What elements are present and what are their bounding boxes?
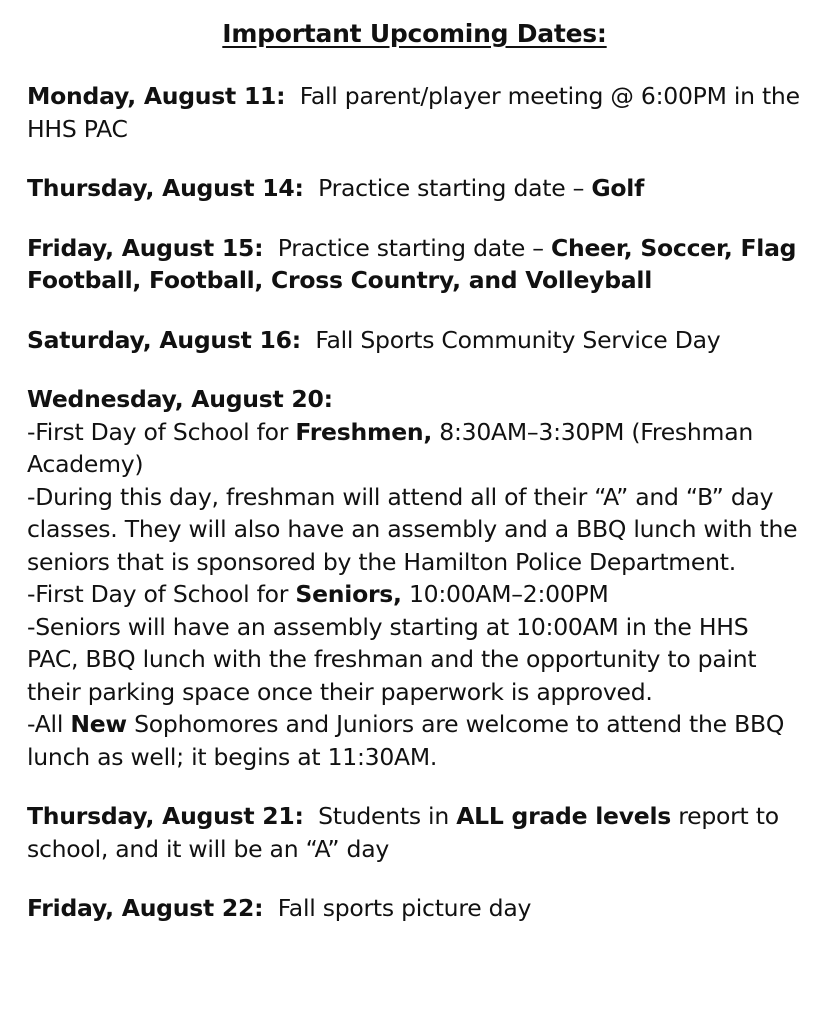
- entry-text: [27, 232, 802, 297]
- entry-description: Fall parent/player meeting @ 6:00PM in the HHS PAC: [27, 82, 800, 143]
- date-entry-aug-14: [27, 172, 802, 205]
- line-text: -All: [27, 710, 71, 738]
- entry-date: Friday, August 15:: [27, 233, 264, 262]
- entry-description: Practice starting date –: [318, 174, 592, 202]
- line-text: -First Day of School for: [27, 417, 296, 446]
- entry-description: Fall Sports Community Service Day: [315, 325, 721, 354]
- date-entry-aug-22: [27, 892, 802, 925]
- freshmen-first-day: [27, 416, 802, 481]
- line-text: -First Day of School for: [27, 580, 296, 608]
- line-text: 8:30AM–3:30PM (Freshman Academy): [27, 417, 753, 478]
- entry-sport: Golf: [591, 174, 645, 202]
- entry-date: Monday, August 11:: [27, 82, 286, 110]
- entry-date: Friday, August 22:: [27, 894, 264, 922]
- entry-description: Practice starting date –: [277, 233, 551, 262]
- entry-text: [27, 80, 802, 145]
- seniors-details: -Seniors will have an assembly starting at 10:00AM in the HHS PAC, BBQ lunch with the freshman and the opportunity to paint their parking space once their paperwork is approved.: [27, 612, 757, 706]
- document: [27, 18, 802, 952]
- date-entry-aug-21: [27, 800, 802, 865]
- line-text: Sophomores and Juniors are welcome to attend the BBQ lunch as well; it begins at 11:30AM.: [27, 710, 785, 771]
- entry-sports: Cheer, Soccer, Flag Football, Football, Cross Country, and Volleyball: [27, 233, 797, 294]
- entry-date: Thursday, August 14:: [27, 174, 304, 202]
- entry-description: Students in: [318, 802, 457, 830]
- entry-date: Thursday, August 21:: [27, 802, 304, 830]
- entry-description: report to school, and it will be an “A” day: [27, 802, 779, 863]
- page-title: Important Upcoming Dates:: [222, 19, 607, 48]
- line-bold: New: [70, 710, 127, 738]
- date-entry-aug-16: [27, 324, 802, 357]
- entry-date: Wednesday, August 20:: [27, 385, 333, 413]
- entry-bold: ALL grade levels: [456, 802, 672, 830]
- entry-description: Fall sports picture day: [277, 894, 532, 922]
- new-students-note: [27, 708, 802, 773]
- line-text: 10:00AM–2:00PM: [401, 580, 609, 608]
- line-bold: Seniors,: [295, 580, 402, 608]
- date-entry-aug-15: [27, 232, 802, 297]
- date-entry-aug-11: [27, 80, 802, 145]
- entry-text: [27, 800, 802, 865]
- line-bold: Freshmen,: [295, 417, 433, 446]
- entry-text: [27, 892, 802, 925]
- entry-date: Saturday, August 16:: [27, 325, 301, 354]
- entry-text: [27, 324, 802, 357]
- entry-text: [27, 172, 802, 205]
- freshmen-details: -During this day, freshman will attend all of their “A” and “B” day classes. They will also have an assembly and a BBQ lunch with the seniors that is sponsored by the Hamilton Police Department.: [27, 482, 798, 576]
- seniors-first-day: [27, 578, 802, 611]
- date-entry-aug-20: [27, 383, 802, 773]
